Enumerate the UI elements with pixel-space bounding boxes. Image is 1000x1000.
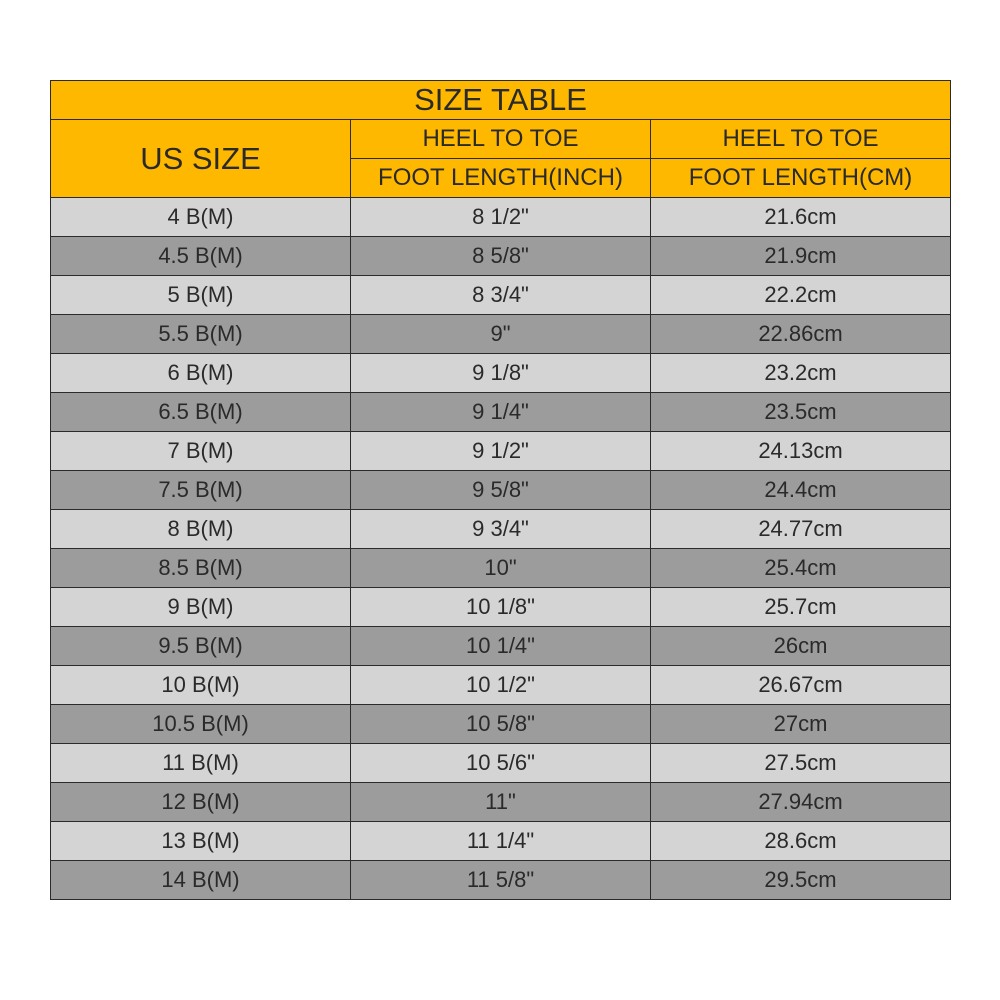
cell-foot-length-inch: 8 1/2" bbox=[351, 198, 651, 237]
table-row bbox=[51, 432, 951, 471]
cell-us-size: 6.5 B(M) bbox=[51, 393, 351, 432]
cell-foot-length-cm: 25.4cm bbox=[651, 549, 951, 588]
table-row bbox=[51, 588, 951, 627]
header-inch-top: HEEL TO TOE bbox=[351, 120, 651, 159]
cell-foot-length-inch: 9 1/4" bbox=[351, 393, 651, 432]
cell-us-size: 12 B(M) bbox=[51, 783, 351, 822]
cell-foot-length-cm: 23.2cm bbox=[651, 354, 951, 393]
cell-foot-length-cm: 26.67cm bbox=[651, 666, 951, 705]
cell-foot-length-cm: 28.6cm bbox=[651, 822, 951, 861]
header-inch-bottom: FOOT LENGTH(INCH) bbox=[351, 159, 651, 198]
cell-us-size: 5 B(M) bbox=[51, 276, 351, 315]
cell-foot-length-inch: 9 5/8" bbox=[351, 471, 651, 510]
table-row bbox=[51, 276, 951, 315]
table-row bbox=[51, 198, 951, 237]
cell-us-size: 8.5 B(M) bbox=[51, 549, 351, 588]
cell-foot-length-cm: 21.6cm bbox=[651, 198, 951, 237]
cell-us-size: 14 B(M) bbox=[51, 861, 351, 900]
table-row bbox=[51, 666, 951, 705]
cell-foot-length-inch: 11 5/8" bbox=[351, 861, 651, 900]
cell-us-size: 5.5 B(M) bbox=[51, 315, 351, 354]
cell-foot-length-cm: 29.5cm bbox=[651, 861, 951, 900]
cell-foot-length-inch: 9 1/2" bbox=[351, 432, 651, 471]
cell-foot-length-inch: 11 1/4" bbox=[351, 822, 651, 861]
cell-us-size: 9 B(M) bbox=[51, 588, 351, 627]
table-row bbox=[51, 627, 951, 666]
cell-foot-length-cm: 24.13cm bbox=[651, 432, 951, 471]
cell-us-size: 9.5 B(M) bbox=[51, 627, 351, 666]
header-cm-top: HEEL TO TOE bbox=[651, 120, 951, 159]
cell-foot-length-inch: 10" bbox=[351, 549, 651, 588]
cell-foot-length-inch: 11" bbox=[351, 783, 651, 822]
table-row bbox=[51, 705, 951, 744]
cell-foot-length-cm: 26cm bbox=[651, 627, 951, 666]
cell-foot-length-cm: 22.2cm bbox=[651, 276, 951, 315]
cell-us-size: 8 B(M) bbox=[51, 510, 351, 549]
table-row bbox=[51, 471, 951, 510]
cell-us-size: 6 B(M) bbox=[51, 354, 351, 393]
table-row bbox=[51, 744, 951, 783]
cell-us-size: 13 B(M) bbox=[51, 822, 351, 861]
cell-us-size: 7 B(M) bbox=[51, 432, 351, 471]
cell-foot-length-cm: 22.86cm bbox=[651, 315, 951, 354]
cell-foot-length-cm: 25.7cm bbox=[651, 588, 951, 627]
table-row bbox=[51, 861, 951, 900]
cell-foot-length-inch: 8 5/8" bbox=[351, 237, 651, 276]
table-row bbox=[51, 393, 951, 432]
cell-foot-length-inch: 8 3/4" bbox=[351, 276, 651, 315]
cell-foot-length-cm: 27cm bbox=[651, 705, 951, 744]
cell-foot-length-inch: 10 5/8" bbox=[351, 705, 651, 744]
cell-us-size: 11 B(M) bbox=[51, 744, 351, 783]
cell-foot-length-cm: 23.5cm bbox=[651, 393, 951, 432]
cell-foot-length-cm: 24.4cm bbox=[651, 471, 951, 510]
cell-foot-length-inch: 9" bbox=[351, 315, 651, 354]
table-row bbox=[51, 237, 951, 276]
cell-us-size: 10.5 B(M) bbox=[51, 705, 351, 744]
cell-foot-length-inch: 10 5/6" bbox=[351, 744, 651, 783]
cell-foot-length-cm: 27.94cm bbox=[651, 783, 951, 822]
cell-foot-length-inch: 10 1/8" bbox=[351, 588, 651, 627]
cell-foot-length-inch: 9 3/4" bbox=[351, 510, 651, 549]
table-row bbox=[51, 354, 951, 393]
cell-foot-length-cm: 27.5cm bbox=[651, 744, 951, 783]
cell-us-size: 10 B(M) bbox=[51, 666, 351, 705]
cell-foot-length-cm: 24.77cm bbox=[651, 510, 951, 549]
table-title: SIZE TABLE bbox=[51, 81, 951, 120]
cell-us-size: 7.5 B(M) bbox=[51, 471, 351, 510]
table-body bbox=[51, 198, 951, 900]
table-row bbox=[51, 822, 951, 861]
header-cm-bottom: FOOT LENGTH(CM) bbox=[651, 159, 951, 198]
header-us-size: US SIZE bbox=[51, 120, 351, 198]
table-row bbox=[51, 510, 951, 549]
cell-foot-length-inch: 9 1/8" bbox=[351, 354, 651, 393]
cell-us-size: 4.5 B(M) bbox=[51, 237, 351, 276]
cell-foot-length-inch: 10 1/4" bbox=[351, 627, 651, 666]
cell-foot-length-inch: 10 1/2" bbox=[351, 666, 651, 705]
table-row bbox=[51, 315, 951, 354]
header-row-top bbox=[51, 120, 951, 159]
cell-us-size: 4 B(M) bbox=[51, 198, 351, 237]
table-row bbox=[51, 783, 951, 822]
title-row bbox=[51, 81, 951, 120]
cell-foot-length-cm: 21.9cm bbox=[651, 237, 951, 276]
size-table bbox=[50, 80, 951, 900]
table-row bbox=[51, 549, 951, 588]
